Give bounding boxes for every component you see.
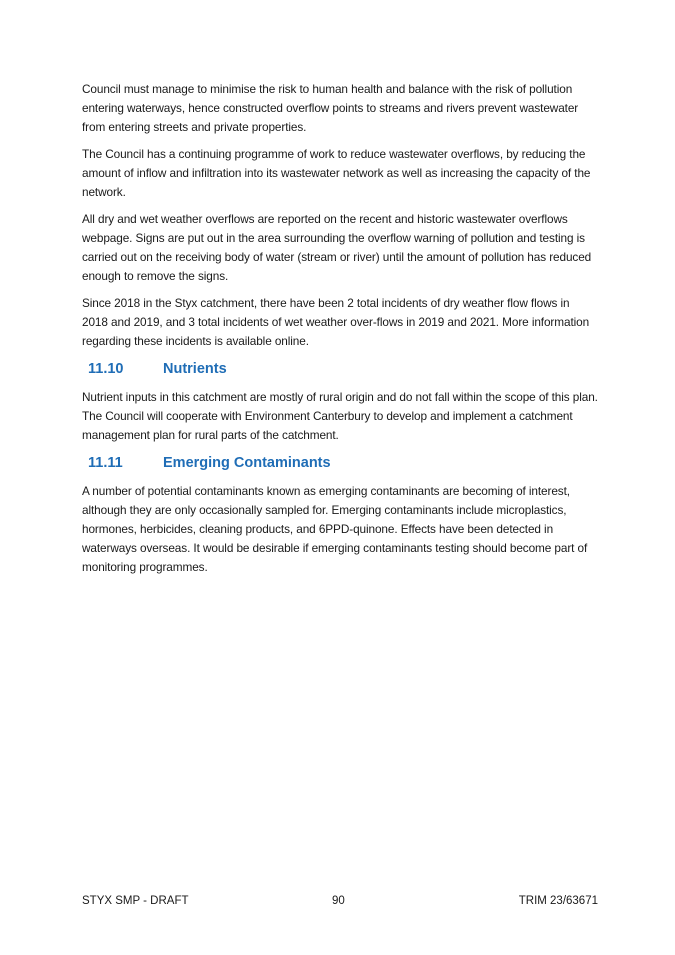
section-title-emerging: Emerging Contaminants bbox=[163, 455, 331, 471]
section-title-nutrients: Nutrients bbox=[163, 361, 227, 377]
paragraph-overflow-programme: The Council has a continuing programme of work to reduce wastewater overflows, by reducing the amount of inflow and infiltration into its wastewater network as well as increasing the capacity of the network. bbox=[82, 147, 591, 199]
heading-emerging-contaminants bbox=[88, 453, 598, 473]
document-body bbox=[82, 80, 598, 585]
paragraph-overflow-incidents: Since 2018 in the Styx catchment, there have been 2 total incidents of dry weather flow flows in 2018 and 2019, and 3 total incidents of wet weather over-flows in 2019 and 2021. More information regarding these incidents is available online. bbox=[82, 296, 590, 348]
footer-page-number: 90 bbox=[332, 895, 345, 907]
footer-trim-reference: TRIM 23/63671 bbox=[518, 895, 598, 907]
footer-document-title: STYX SMP - DRAFT bbox=[82, 895, 189, 907]
paragraph-overflow-risk: Council must manage to minimise the risk to human health and balance with the risk of pollution entering waterways, hence constructed overflow points to streams and rivers prevent wastewater from entering streets and private properties. bbox=[82, 82, 579, 134]
paragraph-emerging-contaminants: A number of potential contaminants known as emerging contaminants are becoming of interest, although they are only occasionally sampled for. Emerging contaminants include microplastics, hormones, herbicides, cleaning products, and 6PPD-quinone. Effects have been detected in waterways overseas. It would be desirable if emerging contaminants testing should become part of monitoring programmes. bbox=[82, 484, 588, 574]
paragraph-overflow-reporting: All dry and wet weather overflows are reported on the recent and historic wastewater overflows webpage. Signs are put out in the area surrounding the overflow warning of pollution and testing is carried out on the receiving body of water (stream or river) until the amount of pollution has reduced enough to remove the signs. bbox=[82, 212, 592, 283]
section-number-emerging: 11.11 bbox=[88, 455, 123, 471]
section-number-nutrients: 11.10 bbox=[88, 361, 124, 377]
heading-nutrients bbox=[88, 359, 598, 379]
paragraph-nutrients: Nutrient inputs in this catchment are mostly of rural origin and do not fall within the scope of this plan. The Council will cooperate with Environment Canterbury to develop and implement a catchment management plan for rural parts of the catchment. bbox=[82, 390, 598, 442]
